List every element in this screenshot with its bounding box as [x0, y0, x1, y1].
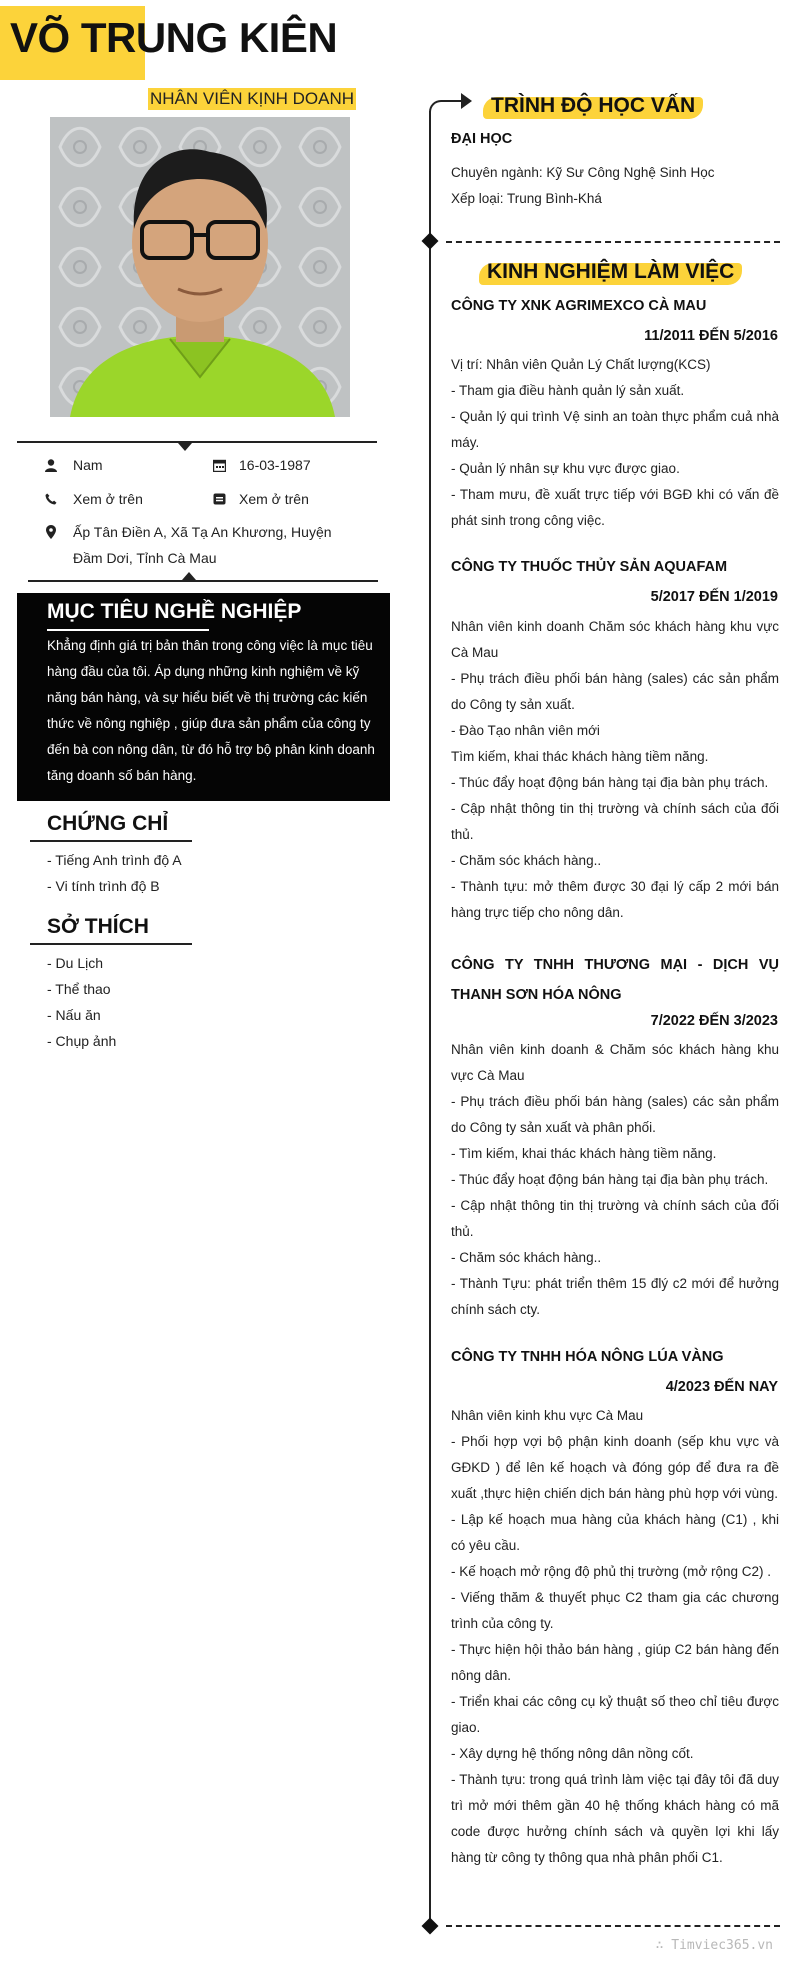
watermark: ∴ Timviec365.vn [655, 1938, 773, 1953]
hobbies-title: SỞ THÍCH [47, 915, 149, 938]
address-value: Ấp Tân Điền A, Xã Tạ An Khương, Huyện Đầm Dơi, Tỉnh Cà Mau [73, 524, 332, 566]
education-school: ĐẠI HỌC [451, 131, 513, 147]
calendar-icon [211, 457, 227, 473]
list-item: - Tiếng Anh trình độ A [47, 852, 182, 868]
education-grade: Xếp loại: Trung Bình-Khá [451, 191, 602, 206]
job-description: Nhân viên kinh doanh & Chăm sóc khách hàng khu vực Cà Mau - Phụ trách điều phối bán hàng (sales) các sản phẩm do Công ty sản xuất và phân phối. - Tìm kiếm, khai thác khách hàng tiềm năng. - Thúc đẩy hoạt động bán hàng tại địa bàn phụ trách. - Cập nhật thông tin thị trường và chính sách của đối thủ. - Chăm sóc khách hàng.. - Thành Tựu: phát triển thêm 15 đlý c2 mới để hưởng chính sách cty. [451, 1042, 779, 1317]
timeline-diamond-icon [422, 233, 439, 250]
job-description: Nhân viên kinh doanh Chăm sóc khách hàng khu vực Cà Mau - Phụ trách điều phối bán hàng (sales) các sản phẩm do Công ty sản xuất. - Đào Tạo nhân viên mới Tìm kiếm, khai thác khách hàng tiềm năng. - Thúc đẩy hoạt động bán hàng tại địa bàn phụ trách. - Cập nhật thông tin thị trường và chính sách của đối thủ. - Chăm sóc khách hàng.. - Thành tựu: mở thêm được 30 đại lý cấp 2 mới bán hàng trực tiếp cho nông dân. [451, 619, 779, 920]
timeline-arrow-curve [429, 100, 465, 120]
job-period: 4/2023 ĐẾN NAY [665, 1379, 778, 1395]
job-description: Vị trí: Nhân viên Quản Lý Chất lượng(KCS) - Tham gia điều hành quản lý sản xuất. - Quản lý qui trình Vệ sinh an toàn thực phẩm cuả nhà máy. - Quản lý nhân sự khu vực được giao. - Tham mưu, đề xuất trực tiếp với BGĐ khi có vấn đề phát sinh trong công việc. [451, 357, 779, 528]
objective-title-underline [47, 629, 209, 631]
list-item: - Nấu ăn [47, 1007, 101, 1023]
job-period: 11/2011 ĐẾN 5/2016 [644, 328, 778, 344]
info-divider-bottom-notch [182, 572, 196, 580]
objective-text: Khẳng định giá trị bản thân trong công việc là mục tiêu hàng đầu của tôi. Áp dụng những kinh nghiệm về kỹ năng bán hàng, và sự hiểu biết về thị trường các kiến thức về nông nghiệp , giúp đưa sản phẩm của công ty đến bà con nông dân, từ đó hỗ trợ bộ phân kinh doanh tăng doanh số bán hàng. [47, 638, 375, 783]
certificates-title: CHỨNG CHỈ [47, 812, 169, 835]
location-pin-icon [43, 524, 59, 540]
timeline-diamond-icon [422, 1918, 439, 1935]
hobbies-list [47, 950, 116, 1054]
hobbies-title-underline [30, 943, 192, 945]
certificates-list [47, 847, 182, 899]
phone-icon [43, 491, 59, 507]
objective-title: MỤC TIÊU NGHỀ NGHIỆP [47, 600, 302, 623]
timeline-line [429, 111, 431, 1927]
education-title-wrap [491, 94, 695, 118]
candidate-position: NHÂN VIÊN KỊNH DOANH [150, 89, 355, 108]
timeline-arrow-head-icon [461, 93, 472, 109]
education-title: TRÌNH ĐỘ HỌC VẤN [491, 94, 695, 118]
experience-title-wrap [487, 260, 734, 284]
info-divider-bottom [28, 580, 378, 582]
certificates-title-underline [30, 840, 192, 842]
experience-title: KINH NGHIỆM LÀM VIỆC [487, 260, 734, 284]
job-company: CÔNG TY TNHH HÓA NÔNG LÚA VÀNG [451, 1349, 724, 1365]
job-period: 5/2017 ĐẾN 1/2019 [650, 589, 778, 605]
phone-value: Xem ở trên [73, 491, 143, 507]
education-major: Chuyên ngành: Kỹ Sư Công Nghệ Sinh Học [451, 165, 715, 180]
objective-section [17, 593, 390, 801]
user-icon [43, 457, 59, 473]
info-divider-notch [178, 443, 192, 451]
candidate-name: VÕ TRUNG KIÊN [10, 14, 338, 61]
list-item: - Thể thao [47, 981, 111, 997]
job-company: CÔNG TY TNHH THƯƠNG MẠI - DỊCH VỤ THANH SƠN HÓA NÔNG [451, 957, 779, 1003]
list-item: - Du Lịch [47, 955, 104, 971]
birthday-value: 16-03-1987 [239, 457, 311, 473]
job-period: 7/2022 ĐẾN 3/2023 [650, 1013, 778, 1029]
email-icon [211, 491, 227, 507]
email-value: Xem ở trên [239, 491, 309, 507]
info-divider-top [17, 441, 377, 443]
job-company: CÔNG TY THUỐC THỦY SẢN AQUAFAM [451, 559, 728, 575]
job-description: Nhân viên kinh khu vực Cà Mau - Phối hợp vợi bộ phận kinh doanh (sếp khu vực và GĐKD ) để lên kế hoạch và đóng góp để đưa ra đề xuất ,thực hiện chiến dịch bán hàng phù hợp với vùng. - Lập kế hoạch mua hàng của khách hàng (C1) , khi có yêu cầu. - Kế hoạch mở rộng độ phủ thị trường (mở rộng C2) . - Viếng thăm & thuyết phục C2 tham gia các chương trình của công ty. - Thực hiện hội thảo bán hàng , giúp C2 bán hàng đến nông dân. - Triển khai các công cụ kỷ thuật số theo chỉ tiêu được giao. - Xây dựng hệ thống nông dân nồng cốt. - Thành tựu: trong quá trình làm việc tại đây tôi đã duy trì mở mới thêm gần 40 hệ thống khách hàng có mã code được hưởng chính sách và quyền lợi khi lấy hàng từ công ty thông qua nhà phân phối C1. [451, 1408, 779, 1865]
list-item: - Chụp ảnh [47, 1033, 117, 1049]
profile-photo [50, 117, 350, 417]
gender-value: Nam [73, 457, 103, 473]
section-divider-dashed [446, 1925, 780, 1927]
list-item: - Vi tính trình độ B [47, 878, 160, 894]
job-company: CÔNG TY XNK AGRIMEXCO CÀ MAU [451, 298, 707, 314]
section-divider-dashed [446, 241, 780, 243]
